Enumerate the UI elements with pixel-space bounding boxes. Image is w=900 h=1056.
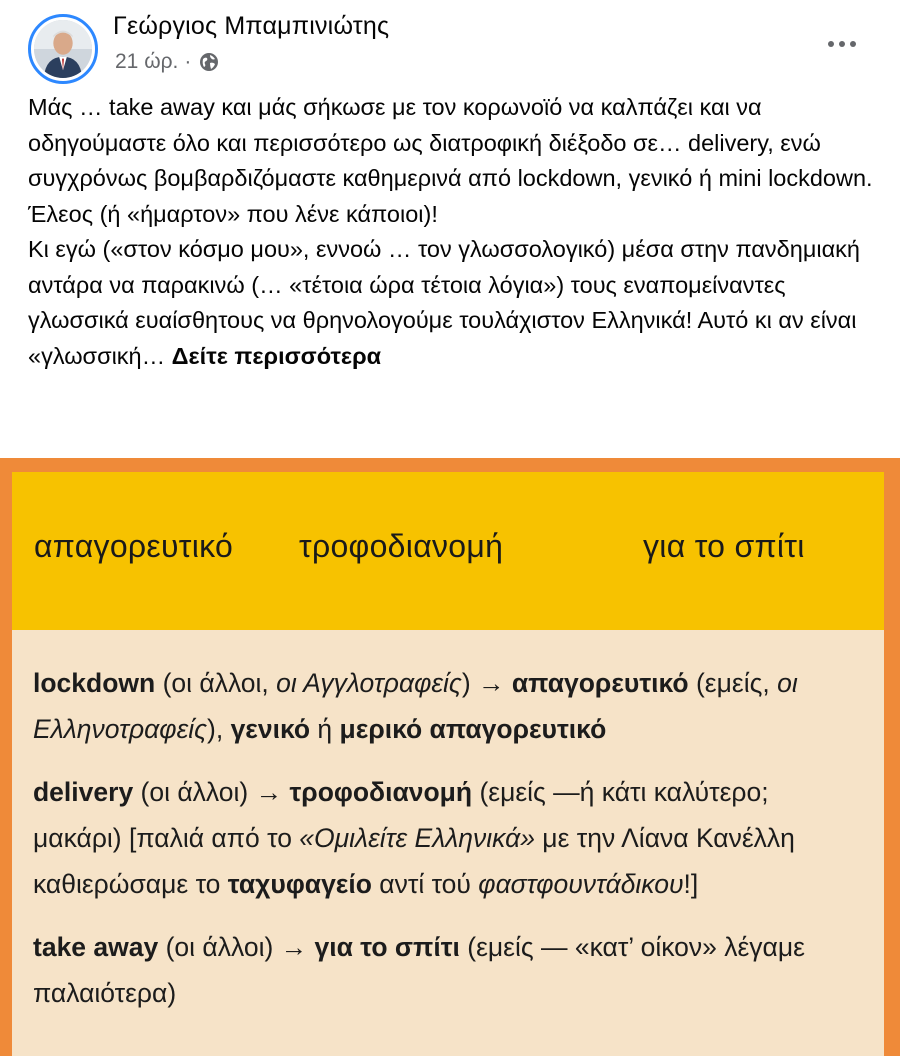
entry-translation: για το σπίτι xyxy=(314,932,460,962)
post-meta xyxy=(115,50,219,74)
ellipsis-icon xyxy=(839,41,845,47)
entry-term: lockdown xyxy=(33,668,156,698)
image-inner xyxy=(12,472,884,1056)
profile-photo xyxy=(34,20,92,78)
entry-text: !] xyxy=(683,869,699,899)
entry-text: (εμείς — «κατ’ οίκον» λέγαμε παλαιότερα) xyxy=(33,932,805,1008)
entry-term: take away xyxy=(33,932,159,962)
ellipsis-icon xyxy=(850,41,856,47)
entry-text: (εμείς, xyxy=(688,668,778,698)
see-more-link[interactable]: Δείτε περισσότερα xyxy=(171,342,382,369)
entry-text: ) → xyxy=(461,668,512,698)
entry-lockdown xyxy=(33,660,864,752)
entry-translation: ταχυφαγείο xyxy=(227,869,372,899)
entry-text: αντί τού xyxy=(371,869,479,899)
image-banner xyxy=(12,472,884,630)
author-name[interactable]: Γεώργιος Μπαμπινιώτης xyxy=(113,12,390,40)
post-text xyxy=(28,90,878,374)
entry-text: με την Λίανα Κανέλλη καθιερώσαμε το xyxy=(33,823,795,899)
ellipsis-icon xyxy=(828,41,834,47)
meta-separator: · xyxy=(184,50,192,73)
post-header xyxy=(28,10,880,80)
entry-text: (οι άλλοι, xyxy=(155,668,277,698)
image-content xyxy=(12,630,884,1056)
entry-italic: «Ομιλείτε Ελληνικά» xyxy=(299,823,535,853)
entry-text: (οι άλλοι) → xyxy=(158,932,315,962)
entry-translation: μερικό απαγορευτικό xyxy=(339,714,607,744)
entry-text: ), xyxy=(207,714,231,744)
person-silhouette-icon xyxy=(34,20,92,78)
entry-take-away xyxy=(33,924,864,1016)
post-body: Μάς … take away και μάς σήκωσε με τον κορωνοϊό να καλπάζει και να οδηγούμαστε όλο και περισσότερο ως διατροφική διέξοδο σε… delivery, ενώ συγχρόνως βομβαρδιζόμαστε καθημερινά από lockdown, γενικό ή mini lockdown. Έλεος (ή «ήμαρτον» που λένε κάποιοι)! Κι εγώ («στον κόσμο μου», εννοώ … τον γλωσσολογικό) μέσα στην πανδημιακή αντάρα να παρακινώ (… «τέτοια ώρα τέτοια λόγια») τους εναπομείναντες γλωσσικά ευαίσθητους να θρηνολογούμε τουλάχιστον Ελληνικά! Αυτό κι αν είναι «γλωσσική… xyxy=(28,94,873,369)
entry-translation: τροφοδιανομή xyxy=(289,777,473,807)
entry-text: (εμείς —ή κάτι καλύτερο; μακάρι) [παλιά από το xyxy=(33,777,769,853)
entry-delivery xyxy=(33,769,864,907)
avatar[interactable] xyxy=(28,14,98,84)
entry-text: (οι άλλοι) → xyxy=(133,777,290,807)
entry-text: ή xyxy=(310,714,340,744)
banner-word-1: απαγορευτικό xyxy=(34,528,234,564)
entry-italic: οι Αγγλοτραφείς xyxy=(276,668,462,698)
post-image[interactable] xyxy=(0,458,900,1056)
banner-word-2: τροφοδιανομή xyxy=(299,528,504,564)
post-time[interactable]: 21 ώρ. xyxy=(115,50,179,73)
globe-icon[interactable] xyxy=(199,52,219,72)
entry-term: delivery xyxy=(33,777,134,807)
more-options-button[interactable] xyxy=(822,32,862,56)
entry-italic: φαστφουντάδικου xyxy=(478,869,684,899)
entry-translation: απαγορευτικό xyxy=(511,668,689,698)
banner-word-3: για το σπίτι xyxy=(643,528,805,564)
entry-italic: οι Ελληνοτραφείς xyxy=(33,668,798,744)
entry-translation: γενικό xyxy=(230,714,311,744)
